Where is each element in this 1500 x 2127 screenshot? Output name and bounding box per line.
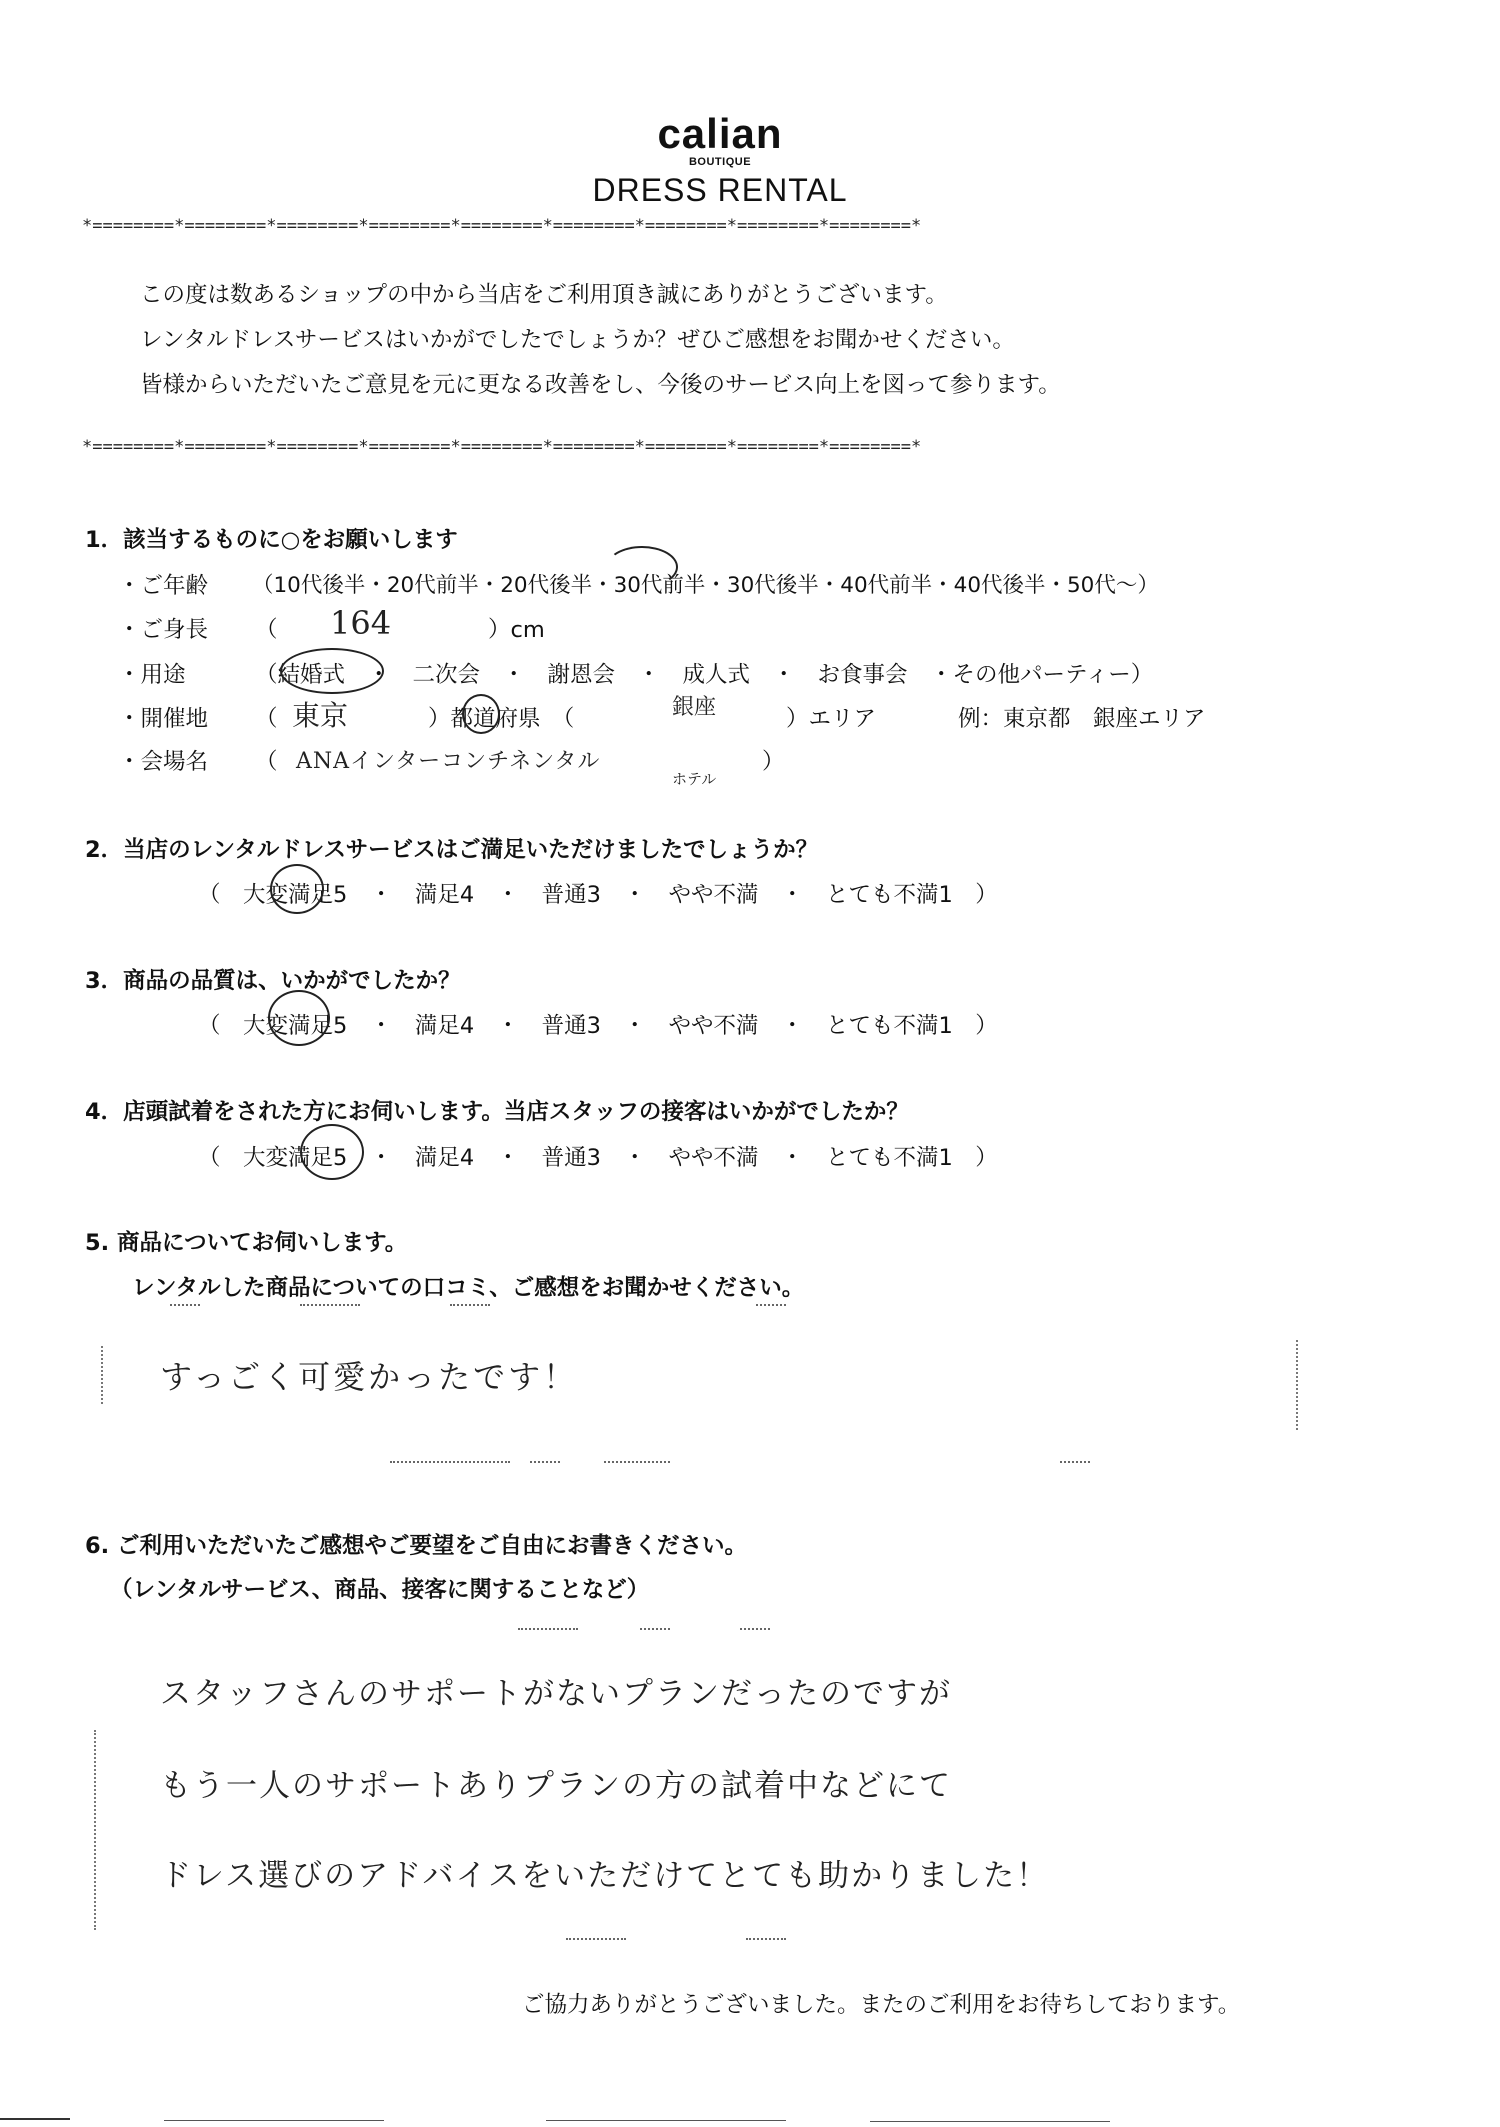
hall-label: ・会場名	[118, 749, 209, 775]
venue-open: （	[255, 706, 278, 732]
divider-top: *========*========*========*========*========*========*========*========*========*	[82, 216, 922, 236]
answer-guide-line	[566, 1938, 626, 1940]
question-1-heading: 1．該当するものに○をお願いします	[85, 527, 458, 553]
answer-box-right-edge	[1296, 1340, 1298, 1430]
answer-box-left-edge	[94, 1730, 96, 1930]
question-6-answer-line[interactable]: スタッフさんのサポートがないプランだったのですが	[160, 1676, 952, 1712]
question-6-heading: 6. ご利用いただいたご感想やご要望をご自由にお書きください。	[85, 1533, 748, 1559]
question-2-heading: 2．当店のレンタルドレスサービスはご満足いただけましたでしょうか？	[85, 837, 819, 863]
page-title: DRESS RENTAL	[592, 172, 848, 208]
venue-example: 例：東京都 銀座エリア	[958, 706, 1206, 732]
intro-line: レンタルドレスサービスはいかがでしたでしょうか？ぜひご感想をお聞かせください。	[140, 327, 1015, 353]
height-value[interactable]: 164	[330, 604, 392, 642]
question-6-answer-line[interactable]: ドレス選びのアドバイスをいただけてとても助かりました！	[160, 1858, 1050, 1894]
question-5-heading: 5. 商品についてお伺いします。	[85, 1230, 408, 1256]
venue-area-value[interactable]: 銀座	[672, 695, 717, 720]
question-3-selection-mark	[268, 990, 330, 1046]
question-5-subheading: レンタルした商品についての口コミ、ご感想をお聞かせください。	[132, 1275, 805, 1301]
brand-logo-name: calian	[657, 110, 783, 157]
question-6-answer-line[interactable]: もう一人のサポートありプランの方の試着中などにて	[160, 1768, 952, 1804]
height-close: ）cm	[488, 617, 545, 643]
answer-guide-line	[390, 1461, 510, 1463]
intro-line: 皆様からいただいたご意見を元に更なる改善をし、今後のサービス向上を図って参ります。	[140, 372, 1061, 398]
hall-value[interactable]: ANAインターコンチネンタル	[296, 749, 601, 774]
answer-guide-line	[170, 1304, 200, 1306]
question-4-options: （ 大変満足5 ・ 満足4 ・ 普通3 ・ やや不満 ・ とても不満1 ）	[198, 1145, 998, 1171]
divider-bottom: *========*========*========*========*========*========*========*========*========*	[82, 437, 922, 457]
venue-todo-mark	[462, 694, 500, 734]
purpose-options: （結婚式 ・ 二次会 ・ 謝恩会 ・ 成人式 ・ お食事会 ・その他パーティー）	[255, 662, 1154, 688]
answer-guide-line	[740, 1628, 770, 1630]
question-2-options: （ 大変満足5 ・ 満足4 ・ 普通3 ・ やや不満 ・ とても不満1 ）	[198, 882, 998, 908]
answer-guide-line	[640, 1628, 670, 1630]
venue-prefecture-value[interactable]: 東京	[292, 699, 349, 732]
question-4-heading: 4．店頭試着をされた方にお伺いします。当店スタッフの接客はいかがでしたか？	[85, 1099, 909, 1125]
scan-edge-mark	[870, 2121, 1110, 2122]
answer-box-left-edge	[101, 1346, 103, 1404]
question-4-selection-mark	[300, 1124, 364, 1180]
answer-guide-line	[1060, 1461, 1090, 1463]
height-label: ・ご身長	[118, 617, 209, 643]
age-options: （10代後半・20代前半・20代後半・30代前半・30代後半・40代前半・40代後半・50代～）	[252, 573, 1159, 598]
question-3-heading: 3．商品の品質は、いかがでしたか？	[85, 968, 461, 994]
question-6-subheading: （レンタルサービス、商品、接客に関することなど）	[110, 1577, 650, 1603]
scan-edge-mark	[546, 2120, 786, 2121]
answer-guide-line	[518, 1628, 578, 1630]
venue-area-suffix: ）エリア	[786, 706, 877, 732]
answer-guide-line	[300, 1304, 360, 1306]
intro-line: この度は数あるショップの中から当店をご利用頂き誠にありがとうございます。	[140, 282, 948, 308]
venue-label: ・開催地	[118, 706, 209, 732]
question-5-answer[interactable]: すっごく可愛かったです！	[160, 1358, 579, 1396]
answer-guide-line	[746, 1938, 786, 1940]
purpose-selection-mark	[280, 648, 384, 694]
answer-guide-line	[756, 1304, 786, 1306]
scan-edge-mark	[164, 2120, 384, 2121]
hall-value-line2: ホテル	[672, 770, 717, 788]
age-selection-mark	[606, 546, 678, 588]
height-open: （	[255, 617, 278, 643]
purpose-label: ・用途	[118, 662, 186, 688]
answer-guide-line	[604, 1461, 670, 1463]
answer-guide-line	[530, 1461, 560, 1463]
age-label: ・ご年齢	[118, 573, 209, 599]
brand-logo-sub: BOUTIQUE	[688, 156, 752, 168]
answer-guide-line	[450, 1304, 490, 1306]
hall-open: （	[255, 749, 278, 775]
hall-close: ）	[762, 749, 785, 775]
question-2-selection-mark	[270, 864, 324, 914]
venue-prefecture-suffix: ）都道府県 （	[428, 706, 575, 732]
question-3-options: （ 大変満足5 ・ 満足4 ・ 普通3 ・ やや不満 ・ とても不満1 ）	[198, 1013, 998, 1039]
closing-thanks: ご協力ありがとうございました。またのご利用をお待ちしております。	[522, 1992, 1241, 2018]
scan-edge-mark	[0, 2118, 70, 2120]
